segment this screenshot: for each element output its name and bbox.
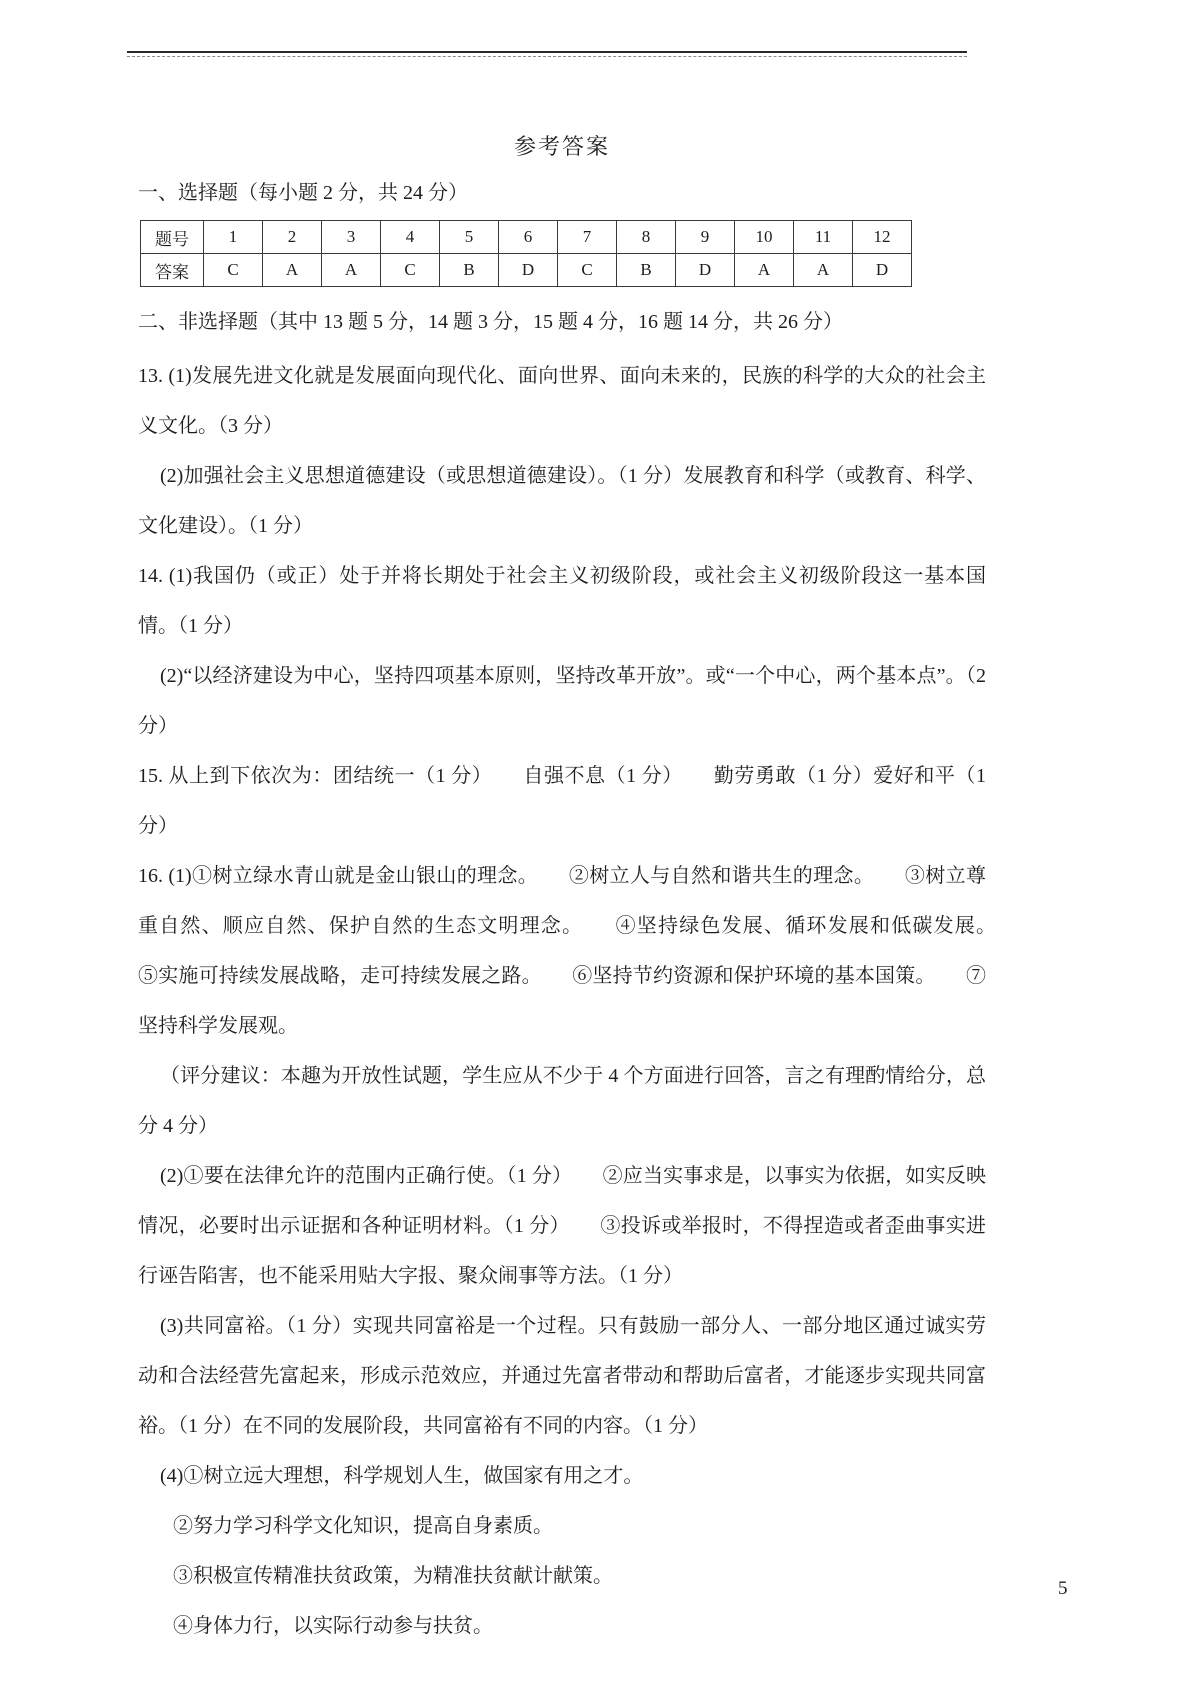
header-divider-line xyxy=(127,51,967,57)
table-row-question-numbers xyxy=(141,221,912,254)
answer-paragraph-14-1: 14. (1)我国仍（或正）处于并将长期处于社会主义初级阶段，或社会主义初级阶段这一基本国情。（1 分） xyxy=(138,565,986,637)
table-header-question-number: 题号 xyxy=(141,221,204,254)
table-cell: A xyxy=(794,254,853,287)
answer-paragraph-14-2: (2)“以经济建设为中心，坚持四项基本原则，坚持改革开放”。或“一个中心，两个基本点”。（2 分） xyxy=(138,665,986,737)
table-cell: 6 xyxy=(499,221,558,254)
table-cell: 11 xyxy=(794,221,853,254)
table-cell: 10 xyxy=(735,221,794,254)
table-header-answer: 答案 xyxy=(141,254,204,287)
table-cell: A xyxy=(735,254,794,287)
answer-paragraph-16-1: 16. (1)①树立绿水青山就是金山银山的理念。 ②树立人与自然和谐共生的理念。 ③树立尊重自然、顺应自然、保护自然的生态文明理念。 ④坚持绿色发展、循环发展和低碳发展。 ⑤实施可持续发展战略，走可持续发展之路。 ⑥坚持节约资源和保护环境的基本国策。 ⑦坚持科学发展观。 xyxy=(138,865,1026,1037)
table-cell: 2 xyxy=(263,221,322,254)
table-cell: B xyxy=(440,254,499,287)
table-cell: C xyxy=(558,254,617,287)
answer-paragraph-16-3: (3)共同富裕。（1 分）实现共同富裕是一个过程。只有鼓励一部分人、一部分地区通过诚实劳动和合法经营先富起来，形成示范效应，并通过先富者带动和帮助后富者，才能逐步实现共同富裕。（1 分）在不同的发展阶段，共同富裕有不同的内容。（1 分） xyxy=(138,1315,986,1437)
section2-heading: 二、非选择题（其中 13 题 5 分，14 题 3 分，15 题 4 分，16 题 14 分，共 26 分） xyxy=(138,311,843,333)
table-cell: 5 xyxy=(440,221,499,254)
answer-paragraph-13-2: (2)加强社会主义思想道德建设（或思想道德建设）。（1 分）发展教育和科学（或教育、科学、文化建设）。（1 分） xyxy=(138,465,986,537)
page-title: 参考答案 xyxy=(513,134,610,159)
table-cell: D xyxy=(676,254,735,287)
table-cell: B xyxy=(617,254,676,287)
answer-paragraph-16-2: (2)①要在法律允许的范围内正确行使。（1 分） ②应当实事求是，以事实为依据，如实反映情况，必要时出示证据和各种证明材料。（1 分） ③投诉或举报时，不得捏造或者歪曲事实进行诬告陷害，也不能采用贴大字报、聚众闹事等方法。（1 分） xyxy=(138,1165,986,1287)
table-cell: D xyxy=(853,254,912,287)
page-number: 5 xyxy=(1058,1578,1068,1599)
answer-paragraph-16-4-1: (4)①树立远大理想，科学规划人生，做国家有用之才。 xyxy=(160,1465,644,1487)
answer-paragraph-16-1-note: （评分建议：本趣为开放性试题，学生应从不少于 4 个方面进行回答，言之有理酌情给分，总分 4 分） xyxy=(138,1065,986,1137)
table-row-answers xyxy=(141,254,912,287)
table-cell: 3 xyxy=(322,221,381,254)
table-cell: D xyxy=(499,254,558,287)
table-cell: C xyxy=(204,254,263,287)
table-cell: 12 xyxy=(853,221,912,254)
answer-paragraph-16-4-3: ③积极宣传精准扶贫政策，为精准扶贫献计献策。 xyxy=(173,1565,613,1587)
answer-paragraph-16-4-4: ④身体力行，以实际行动参与扶贫。 xyxy=(173,1615,493,1637)
answer-paragraph-13-1: 13. (1)发展先进文化就是发展面向现代化、面向世界、面向未来的，民族的科学的大众的社会主义文化。（3 分） xyxy=(138,365,986,437)
answer-key-table xyxy=(140,220,912,287)
answer-paragraph-16-4-2: ②努力学习科学文化知识，提高自身素质。 xyxy=(173,1515,553,1537)
section1-heading: 一、选择题（每小题 2 分，共 24 分） xyxy=(138,182,468,204)
document-content xyxy=(138,132,1026,1651)
table-cell: 4 xyxy=(381,221,440,254)
table-cell: 8 xyxy=(617,221,676,254)
answers-body xyxy=(138,351,1026,1651)
answer-paragraph-15: 15. 从上到下依次为：团结统一（1 分） 自强不息（1 分） 勤劳勇敢（1 分）爱好和平（1 分） xyxy=(138,765,986,837)
table-cell: C xyxy=(381,254,440,287)
table-cell: A xyxy=(322,254,381,287)
table-cell: 1 xyxy=(204,221,263,254)
table-cell: 7 xyxy=(558,221,617,254)
table-cell: 9 xyxy=(676,221,735,254)
table-cell: A xyxy=(263,254,322,287)
